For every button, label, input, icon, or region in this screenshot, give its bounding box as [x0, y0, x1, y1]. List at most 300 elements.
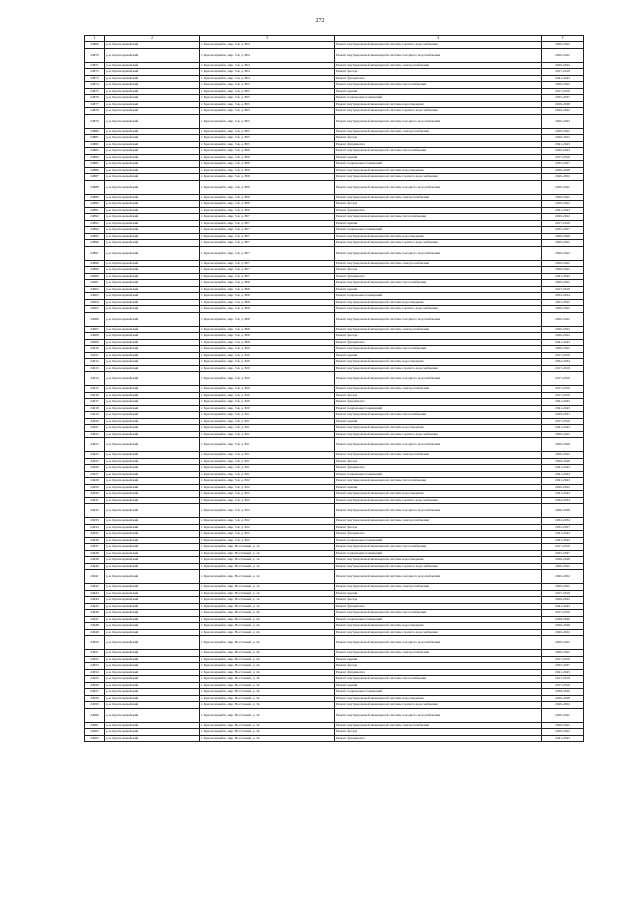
- row-number-cell: 24911: [85, 352, 105, 359]
- table-row: [85, 372, 584, 386]
- work-type-cell: Ремонт подвальных помещений: [335, 95, 542, 102]
- district-cell: р-н. Красноармейский: [105, 227, 200, 234]
- work-type-cell: Ремонт крыши: [335, 220, 542, 227]
- row-number-cell: 24895: [85, 233, 105, 240]
- district-cell: р-н. Красноармейский: [105, 544, 200, 551]
- address-cell: г. Красноармейск, мкр. Восточный, д. 1в: [200, 603, 335, 610]
- address-cell: г. Красноармейск, мкр. 5-й, д. 805: [200, 95, 335, 102]
- address-cell: г. Красноармейск, мкр. 5-й, д. 804: [200, 75, 335, 82]
- address-cell: г. Красноармейск, мкр. 5-й, д. 822: [200, 537, 335, 544]
- period-cell: 2026-2028: [542, 101, 584, 108]
- work-type-cell: Ремонт крыши: [335, 352, 542, 359]
- address-cell: г. Красноармейск, мкр. 5-й, д. 822: [200, 531, 335, 538]
- district-cell: р-н. Красноармейский: [105, 372, 200, 386]
- row-number-cell: 24936: [85, 537, 105, 544]
- work-type-cell: Ремонт фасада: [335, 392, 542, 399]
- period-cell: 2020-2022: [542, 563, 584, 570]
- period-cell: 2020-2022: [542, 326, 584, 333]
- work-type-cell: Ремонт внутридомовой инженерной системы горячего водоснабжения: [335, 108, 542, 115]
- period-cell: 2041-2043: [542, 471, 584, 478]
- row-number-cell: 24926: [85, 465, 105, 472]
- work-type-cell: Ремонт внутридомовой инженерной системы теплоснабжения: [335, 148, 542, 155]
- address-cell: г. Красноармейск, мкр. 5-й, д. 821: [200, 418, 335, 425]
- period-cell: 2026-2028: [542, 167, 584, 174]
- address-cell: г. Красноармейск, мкр. 5-й, д. 822: [200, 484, 335, 491]
- row-number-cell: 24957: [85, 689, 105, 696]
- row-number-cell: 24892: [85, 214, 105, 221]
- district-cell: р-н. Красноармейский: [105, 722, 200, 729]
- row-number-cell: 24923: [85, 438, 105, 452]
- period-cell: 2020-2022: [542, 708, 584, 722]
- row-number-cell: 24939: [85, 557, 105, 564]
- period-cell: 2020-2022: [542, 484, 584, 491]
- address-cell: г. Красноармейск, мкр. 5-й, д. 806: [200, 161, 335, 168]
- work-type-cell: Ремонт фасада: [335, 135, 542, 142]
- address-cell: г. Красноармейск, мкр. Восточный, д. 3в: [200, 729, 335, 736]
- work-type-cell: Ремонт внутридомовой инженерной системы электроснабжения: [335, 260, 542, 267]
- period-cell: 2020-2022: [542, 135, 584, 142]
- address-cell: г. Красноармейск, мкр. Восточный, д. 3в: [200, 702, 335, 709]
- row-number-cell: 24921: [85, 425, 105, 432]
- address-cell: г. Красноармейск, мкр. 5-й, д. 821: [200, 412, 335, 419]
- period-cell: 2041-2043: [542, 273, 584, 280]
- period-cell: 2035-2037: [542, 227, 584, 234]
- period-cell: 2017-2019: [542, 154, 584, 161]
- period-cell: 2038-2040: [542, 689, 584, 696]
- address-cell: г. Красноармейск, мкр. 5-й, д. 820: [200, 399, 335, 406]
- district-cell: р-н. Красноармейский: [105, 108, 200, 115]
- period-cell: 2032-2034: [542, 518, 584, 525]
- row-number-cell: 24875: [85, 88, 105, 95]
- period-cell: 2026-2028: [542, 695, 584, 702]
- district-cell: р-н. Красноармейский: [105, 729, 200, 736]
- period-cell: 2041-2043: [542, 465, 584, 472]
- district-cell: р-н. Красноармейский: [105, 114, 200, 128]
- row-number-cell: 24885: [85, 161, 105, 168]
- work-type-cell: Ремонт внутридомовой инженерной системы теплоснабжения: [335, 544, 542, 551]
- row-number-cell: 24902: [85, 286, 105, 293]
- address-cell: г. Красноармейск, мкр. Восточный, д. 1в: [200, 544, 335, 551]
- work-type-cell: Ремонт внутридомовой инженерной системы теплоснабжения: [335, 280, 542, 287]
- row-number-cell: 24948: [85, 623, 105, 630]
- row-number-cell: 24932: [85, 504, 105, 518]
- district-cell: р-н. Красноармейский: [105, 88, 200, 95]
- address-cell: г. Красноармейск, мкр. 5-й, д. 820: [200, 359, 335, 366]
- period-cell: 2041-2043: [542, 669, 584, 676]
- district-cell: р-н. Красноармейский: [105, 233, 200, 240]
- work-type-cell: Ремонт внутридомовой инженерной системы электроснабжения: [335, 386, 542, 393]
- row-number-cell: 24873: [85, 75, 105, 82]
- address-cell: г. Красноармейск, мкр. Восточный, д. 3в: [200, 682, 335, 689]
- address-cell: г. Красноармейск, мкр. 5-й, д. 822: [200, 524, 335, 531]
- work-type-cell: Ремонт подвальных помещений: [335, 227, 542, 234]
- district-cell: р-н. Красноармейский: [105, 207, 200, 214]
- address-cell: г. Красноармейск, мкр. 5-й, д. 820: [200, 372, 335, 386]
- district-cell: р-н. Красноармейский: [105, 597, 200, 604]
- work-type-cell: Ремонт внутридомовой инженерной системы холодного водоснабжения: [335, 570, 542, 584]
- table-row: [85, 246, 584, 260]
- work-type-cell: Ремонт крыши: [335, 88, 542, 95]
- period-cell: 2020-2022: [542, 267, 584, 274]
- row-number-cell: 24920: [85, 418, 105, 425]
- row-number-cell: 24934: [85, 524, 105, 531]
- period-cell: 2020-2022: [542, 240, 584, 247]
- period-cell: 2041-2043: [542, 141, 584, 148]
- district-cell: р-н. Красноармейский: [105, 148, 200, 155]
- work-type-cell: Ремонт внутридомовой инженерной системы горячего водоснабжения: [335, 174, 542, 181]
- district-cell: р-н. Красноармейский: [105, 42, 200, 49]
- work-type-cell: Ремонт крыши: [335, 286, 542, 293]
- district-cell: р-н. Красноармейский: [105, 293, 200, 300]
- work-type-cell: Ремонт крыши: [335, 484, 542, 491]
- address-cell: г. Красноармейск, мкр. Восточный, д. 3в: [200, 676, 335, 683]
- row-number-cell: 24903: [85, 293, 105, 300]
- row-number-cell: 24900: [85, 273, 105, 280]
- address-cell: г. Красноармейск, мкр. 5-й, д. 822: [200, 504, 335, 518]
- row-number-cell: 24894: [85, 227, 105, 234]
- row-number-cell: 24876: [85, 95, 105, 102]
- address-cell: г. Красноармейск, мкр. 5-й, д. 820: [200, 352, 335, 359]
- address-cell: г. Красноармейск, мкр. 5-й, д. 808: [200, 306, 335, 313]
- district-cell: р-н. Красноармейский: [105, 418, 200, 425]
- period-cell: 2032-2034: [542, 293, 584, 300]
- column-header: 5: [542, 36, 584, 42]
- address-cell: г. Красноармейск, мкр. 5-й, д. 804: [200, 48, 335, 62]
- address-cell: г. Красноармейск, мкр. 5-й, д. 807: [200, 220, 335, 227]
- period-cell: 2041-2043: [542, 491, 584, 498]
- address-cell: г. Красноармейск, мкр. Восточный, д. 3в: [200, 722, 335, 729]
- work-type-cell: Ремонт внутридомовой инженерной системы горячего водоснабжения: [335, 702, 542, 709]
- work-type-cell: Ремонт внутридомовой инженерной системы теплоснабжения: [335, 676, 542, 683]
- period-cell: 2020-2022: [542, 174, 584, 181]
- period-cell: 2020-2022: [542, 650, 584, 657]
- work-type-cell: Ремонт внутридомовой инженерной системы теплоснабжения: [335, 478, 542, 485]
- district-cell: р-н. Красноармейский: [105, 504, 200, 518]
- address-cell: г. Красноармейск, мкр. 5-й, д. 808: [200, 333, 335, 340]
- row-number-cell: 24878: [85, 108, 105, 115]
- row-number-cell: 24956: [85, 682, 105, 689]
- period-cell: 2041-2043: [542, 405, 584, 412]
- period-cell: 2041-2043: [542, 603, 584, 610]
- district-cell: р-н. Красноармейский: [105, 339, 200, 346]
- row-number-cell: 24915: [85, 386, 105, 393]
- period-cell: 2020-2022: [542, 312, 584, 326]
- row-number-cell: 24913: [85, 365, 105, 372]
- district-cell: р-н. Красноармейский: [105, 518, 200, 525]
- work-type-cell: Ремонт внутридомовой инженерной системы электроснабжения: [335, 650, 542, 657]
- district-cell: р-н. Красноармейский: [105, 260, 200, 267]
- district-cell: р-н. Красноармейский: [105, 689, 200, 696]
- period-cell: 2041-2043: [542, 478, 584, 485]
- period-cell: 2020-2022: [542, 108, 584, 115]
- period-cell: 2020-2022: [542, 114, 584, 128]
- district-cell: р-н. Красноармейский: [105, 650, 200, 657]
- work-type-cell: Ремонт внутридомовой инженерной системы теплоснабжения: [335, 214, 542, 221]
- address-cell: г. Красноармейск, мкр. 5-й, д. 822: [200, 478, 335, 485]
- district-cell: р-н. Красноармейский: [105, 214, 200, 221]
- period-cell: 2020-2022: [542, 201, 584, 208]
- period-cell: 2026-2028: [542, 623, 584, 630]
- work-type-cell: Ремонт внутридомовой инженерной системы теплоснабжения: [335, 82, 542, 89]
- work-type-cell: Ремонт внутридомовой инженерной системы холодного водоснабжения: [335, 636, 542, 650]
- row-number-cell: 24953: [85, 663, 105, 670]
- work-type-cell: Ремонт внутридомовой инженерной системы электроснабжения: [335, 518, 542, 525]
- row-number-cell: 24869: [85, 42, 105, 49]
- period-cell: 2020-2022: [542, 333, 584, 340]
- district-cell: р-н. Красноармейский: [105, 280, 200, 287]
- work-type-cell: Ремонт внутридомовой инженерной системы электроснабжения: [335, 194, 542, 201]
- period-cell: 2020-2022: [542, 729, 584, 736]
- address-cell: г. Красноармейск, мкр. 5-й, д. 805: [200, 82, 335, 89]
- address-cell: г. Красноармейск, мкр. 5-й, д. 807: [200, 246, 335, 260]
- row-number-cell: 24883: [85, 148, 105, 155]
- row-number-cell: 24918: [85, 405, 105, 412]
- work-type-cell: Ремонт внутридомовой инженерной системы горячего водоснабжения: [335, 306, 542, 313]
- period-cell: 2035-2037: [542, 663, 584, 670]
- row-number-cell: 24872: [85, 69, 105, 76]
- work-type-cell: Ремонт внутридомовой инженерной системы электроснабжения: [335, 452, 542, 459]
- district-cell: р-н. Красноармейский: [105, 180, 200, 194]
- row-number-cell: 24937: [85, 544, 105, 551]
- row-number-cell: 24930: [85, 491, 105, 498]
- period-cell: 2020-2022: [542, 346, 584, 353]
- district-cell: р-н. Красноармейский: [105, 352, 200, 359]
- row-number-cell: 24943: [85, 590, 105, 597]
- address-cell: г. Красноармейск, мкр. 5-й, д. 807: [200, 240, 335, 247]
- district-cell: р-н. Красноармейский: [105, 154, 200, 161]
- work-type-cell: Ремонт внутридомовой инженерной системы холодного водоснабжения: [335, 48, 542, 62]
- address-cell: г. Красноармейск, мкр. 5-й, д. 807: [200, 273, 335, 280]
- address-cell: г. Красноармейск, мкр. 5-й, д. 807: [200, 260, 335, 267]
- work-type-cell: Ремонт внутридомовой инженерной системы водоотведения: [335, 695, 542, 702]
- period-cell: 2017-2019: [542, 286, 584, 293]
- district-cell: р-н. Красноармейский: [105, 62, 200, 69]
- district-cell: р-н. Красноармейский: [105, 392, 200, 399]
- period-cell: 2035-2037: [542, 524, 584, 531]
- row-number-cell: 24941: [85, 570, 105, 584]
- period-cell: 2032-2034: [542, 359, 584, 366]
- period-cell: 2017-2019: [542, 610, 584, 617]
- address-cell: г. Красноармейск, мкр. 5-й, д. 806: [200, 148, 335, 155]
- district-cell: р-н. Красноармейский: [105, 465, 200, 472]
- address-cell: г. Красноармейск, мкр. 5-й, д. 805: [200, 88, 335, 95]
- row-number-cell: 24893: [85, 220, 105, 227]
- row-number-cell: 24963: [85, 735, 105, 742]
- district-cell: р-н. Красноармейский: [105, 365, 200, 372]
- row-number-cell: 24880: [85, 128, 105, 135]
- period-cell: 2035-2037: [542, 550, 584, 557]
- row-number-cell: 24906: [85, 312, 105, 326]
- period-cell: 2020-2022: [542, 629, 584, 636]
- row-number-cell: 24871: [85, 62, 105, 69]
- row-number-cell: 24907: [85, 326, 105, 333]
- work-type-cell: Ремонт фасада: [335, 69, 542, 76]
- work-type-cell: Ремонт внутридомовой инженерной системы холодного водоснабжения: [335, 246, 542, 260]
- work-type-cell: Ремонт крыши: [335, 656, 542, 663]
- row-number-cell: 24935: [85, 531, 105, 538]
- district-cell: р-н. Красноармейский: [105, 438, 200, 452]
- district-cell: р-н. Красноармейский: [105, 174, 200, 181]
- district-cell: р-н. Красноармейский: [105, 82, 200, 89]
- table-row: [85, 180, 584, 194]
- work-type-cell: Ремонт внутридомовой инженерной системы теплоснабжения: [335, 610, 542, 617]
- district-cell: р-н. Красноармейский: [105, 735, 200, 742]
- row-number-cell: 24961: [85, 722, 105, 729]
- address-cell: г. Красноармейск, мкр. 5-й, д. 821: [200, 425, 335, 432]
- address-cell: г. Красноармейск, мкр. Восточный, д. 2в: [200, 669, 335, 676]
- address-cell: г. Красноармейск, мкр. 5-й, д. 804: [200, 42, 335, 49]
- row-number-cell: 24927: [85, 471, 105, 478]
- address-cell: г. Красноармейск, мкр. Восточный, д. 1в: [200, 597, 335, 604]
- period-cell: 2017-2019: [542, 392, 584, 399]
- address-cell: г. Красноармейск, мкр. 5-й, д. 805: [200, 108, 335, 115]
- table-row: [85, 636, 584, 650]
- address-cell: г. Красноармейск, мкр. 5-й, д. 806: [200, 154, 335, 161]
- district-cell: р-н. Красноармейский: [105, 471, 200, 478]
- address-cell: г. Красноармейск, мкр. 5-й, д. 806: [200, 207, 335, 214]
- row-number-cell: 24886: [85, 167, 105, 174]
- work-type-cell: Ремонт внутридомовой инженерной системы теплоснабжения: [335, 346, 542, 353]
- district-cell: р-н. Красноармейский: [105, 405, 200, 412]
- table-row: [85, 114, 584, 128]
- row-number-cell: 24951: [85, 650, 105, 657]
- row-number-cell: 24925: [85, 458, 105, 465]
- work-type-cell: Ремонт внутридомовой инженерной системы водоотведения: [335, 233, 542, 240]
- address-cell: г. Красноармейск, мкр. 5-й, д. 806: [200, 201, 335, 208]
- work-type-cell: Ремонт внутридомовой инженерной системы горячего водоснабжения: [335, 563, 542, 570]
- district-cell: р-н. Красноармейский: [105, 557, 200, 564]
- work-type-cell: Ремонт внутридомовой инженерной системы электроснабжения: [335, 584, 542, 591]
- table-row: [85, 504, 584, 518]
- work-type-cell: Ремонт внутридомовой инженерной системы холодного водоснабжения: [335, 438, 542, 452]
- district-cell: р-н. Красноармейский: [105, 491, 200, 498]
- address-cell: г. Красноармейск, мкр. Восточный, д. 1в: [200, 563, 335, 570]
- work-type-cell: Ремонт фасада: [335, 729, 542, 736]
- work-type-cell: Ремонт фундамента: [335, 531, 542, 538]
- period-cell: 2041-2043: [542, 75, 584, 82]
- address-cell: г. Красноармейск, мкр. Восточный, д. 3в: [200, 735, 335, 742]
- work-type-cell: Ремонт фасада: [335, 333, 542, 340]
- district-cell: р-н. Красноармейский: [105, 702, 200, 709]
- work-type-cell: Ремонт фундамента: [335, 141, 542, 148]
- table-row: [85, 735, 584, 742]
- period-cell: 2020-2022: [542, 42, 584, 49]
- district-cell: р-н. Красноармейский: [105, 246, 200, 260]
- address-cell: г. Красноармейск, мкр. Восточный, д. 2в: [200, 650, 335, 657]
- work-type-cell: Ремонт фасада: [335, 267, 542, 274]
- row-number-cell: 24884: [85, 154, 105, 161]
- period-cell: 2017-2019: [542, 656, 584, 663]
- address-cell: г. Красноармейск, мкр. 5-й, д. 821: [200, 465, 335, 472]
- district-cell: р-н. Красноармейский: [105, 550, 200, 557]
- district-cell: р-н. Красноармейский: [105, 333, 200, 340]
- district-cell: р-н. Красноармейский: [105, 616, 200, 623]
- district-cell: р-н. Красноармейский: [105, 629, 200, 636]
- work-type-cell: Ремонт подвальных помещений: [335, 689, 542, 696]
- row-number-cell: 24891: [85, 207, 105, 214]
- row-number-cell: 24917: [85, 399, 105, 406]
- table-row: [85, 570, 584, 584]
- district-cell: р-н. Красноармейский: [105, 69, 200, 76]
- address-cell: г. Красноармейск, мкр. Восточный, д. 3в: [200, 689, 335, 696]
- district-cell: р-н. Красноармейский: [105, 656, 200, 663]
- period-cell: 2020-2022: [542, 584, 584, 591]
- work-type-cell: Ремонт внутридомовой инженерной системы водоотведения: [335, 299, 542, 306]
- period-cell: 2041-2043: [542, 425, 584, 432]
- period-cell: 2020-2022: [542, 570, 584, 584]
- work-type-cell: Ремонт внутридомовой инженерной системы водоотведения: [335, 557, 542, 564]
- address-cell: г. Красноармейск, мкр. Восточный, д. 2в: [200, 610, 335, 617]
- address-cell: г. Красноармейск, мкр. 5-й, д. 808: [200, 339, 335, 346]
- period-cell: 2020-2022: [542, 260, 584, 267]
- district-cell: р-н. Красноармейский: [105, 663, 200, 670]
- district-cell: р-н. Красноармейский: [105, 286, 200, 293]
- row-number-cell: 24942: [85, 584, 105, 591]
- column-header: 3: [200, 36, 335, 42]
- address-cell: г. Красноармейск, мкр. 5-й, д. 806: [200, 180, 335, 194]
- period-cell: 2041-2043: [542, 339, 584, 346]
- work-type-cell: Ремонт внутридомовой инженерной системы электроснабжения: [335, 722, 542, 729]
- work-type-cell: Ремонт фасада: [335, 597, 542, 604]
- row-number-cell: 24944: [85, 597, 105, 604]
- row-number-cell: 24905: [85, 306, 105, 313]
- period-cell: 2041-2043: [542, 207, 584, 214]
- work-type-cell: Ремонт крыши: [335, 418, 542, 425]
- district-cell: р-н. Красноармейский: [105, 531, 200, 538]
- district-cell: р-н. Красноармейский: [105, 695, 200, 702]
- row-number-cell: 24919: [85, 412, 105, 419]
- row-number-cell: 24916: [85, 392, 105, 399]
- row-number-cell: 24958: [85, 695, 105, 702]
- period-cell: 2020-2022: [542, 306, 584, 313]
- row-number-cell: 24901: [85, 280, 105, 287]
- period-cell: 2035-2037: [542, 95, 584, 102]
- row-number-cell: 24940: [85, 563, 105, 570]
- period-cell: 2020-2022: [542, 452, 584, 459]
- district-cell: р-н. Красноармейский: [105, 623, 200, 630]
- district-cell: р-н. Красноармейский: [105, 128, 200, 135]
- work-type-cell: Ремонт фундамента: [335, 207, 542, 214]
- period-cell: 2041-2043: [542, 399, 584, 406]
- district-cell: р-н. Красноармейский: [105, 636, 200, 650]
- period-cell: 2017-2019: [542, 352, 584, 359]
- row-number-cell: 24931: [85, 497, 105, 504]
- period-cell: 2020-2022: [542, 48, 584, 62]
- period-cell: 2020-2022: [542, 194, 584, 201]
- period-cell: 2023-2025: [542, 299, 584, 306]
- district-cell: р-н. Красноармейский: [105, 458, 200, 465]
- period-cell: 2017-2019: [542, 676, 584, 683]
- table-row: [85, 48, 584, 62]
- row-number-cell: 24946: [85, 610, 105, 617]
- work-type-cell: Ремонт фасада: [335, 663, 542, 670]
- work-type-cell: Ремонт внутридомовой инженерной системы горячего водоснабжения: [335, 497, 542, 504]
- address-cell: г. Красноармейск, мкр. 5-й, д. 804: [200, 62, 335, 69]
- row-number-cell: 24959: [85, 702, 105, 709]
- column-header: 1: [85, 36, 105, 42]
- work-type-cell: Ремонт внутридомовой инженерной системы холодного водоснабжения: [335, 708, 542, 722]
- district-cell: р-н. Красноармейский: [105, 669, 200, 676]
- address-cell: г. Красноармейск, мкр. 5-й, д. 806: [200, 167, 335, 174]
- period-cell: 2026-2028: [542, 233, 584, 240]
- district-cell: р-н. Красноармейский: [105, 682, 200, 689]
- district-cell: р-н. Красноармейский: [105, 161, 200, 168]
- table-row: [85, 438, 584, 452]
- work-type-cell: Ремонт внутридомовой инженерной системы водоотведения: [335, 359, 542, 366]
- row-number-cell: 24949: [85, 629, 105, 636]
- address-cell: г. Красноармейск, мкр. 5-й, д. 807: [200, 214, 335, 221]
- district-cell: р-н. Красноармейский: [105, 194, 200, 201]
